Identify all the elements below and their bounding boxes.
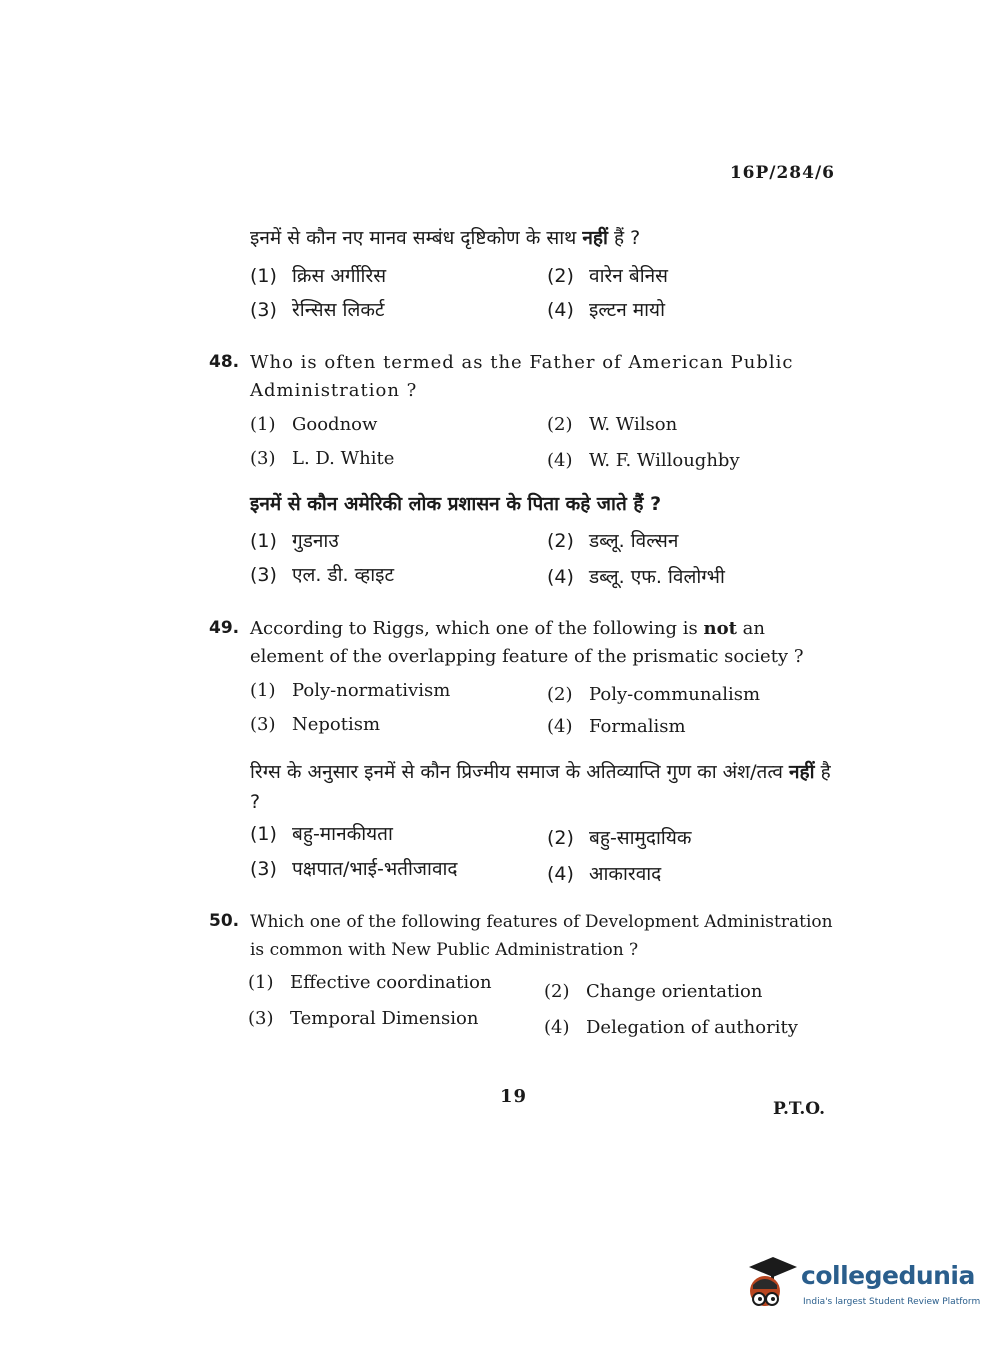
logo-tagline: India's largest Student Review Platform	[803, 1297, 981, 1307]
q48-hindi-question: इनमें से कौन अमेरिकी लोक प्रशासन के पिता कहे जाते हैं ?	[250, 493, 662, 515]
q48-option-3: (3) L. D. White	[250, 448, 395, 469]
paper-code: 16P/284/6	[729, 163, 835, 183]
q49-option-2: (2) Poly-communalism	[547, 684, 761, 705]
q49-question: According to Riggs, which one of the following is not an element of the overlapping feature of the prismatic society ?	[250, 618, 804, 667]
q48-hindi-option-4: (4) डब्लू. एफ. विलोग्भी	[547, 566, 725, 588]
q47-option-4: (4) इल्टन मायो	[547, 299, 665, 321]
q48-question: Who is often termed as the Father of American Public Administration ?	[250, 352, 794, 401]
q47-option-2: (2) वारेन बेनिस	[547, 265, 668, 287]
q48-option-2: (2) W. Wilson	[547, 414, 678, 435]
q50-number: 50.	[209, 911, 240, 931]
q48-number: 48.	[209, 352, 240, 372]
q49-hindi-option-2: (2) बहु-सामुदायिक	[547, 827, 692, 849]
q48-option-4: (4) W. F. Willoughby	[547, 450, 740, 471]
q49-hindi-option-1: (1) बहु-मानकीयता	[250, 823, 393, 845]
q47-option-1: (1) क्रिस अर्गीरिस	[250, 265, 387, 287]
pto-label: P.T.O.	[773, 1099, 825, 1119]
q47-hindi-question: इनमें से कौन नए मानव सम्बंध दृष्टिकोण के साथ नहीं हैं ?	[250, 227, 641, 249]
q47-option-3: (3) रेन्सिस लिकर्ट	[250, 299, 385, 321]
mascot-icon	[745, 1255, 801, 1317]
q49-hindi-question: रिग्स के अनुसार इनमें से कौन प्रिज्मीय समाज के अतिव्याप्ति गुण का अंश/तत्व नहीं है ?	[250, 761, 831, 813]
q48-hindi-option-2: (2) डब्लू. विल्सन	[547, 530, 679, 552]
q50-option-4: (4) Delegation of authority	[544, 1017, 798, 1038]
q50-option-2: (2) Change orientation	[544, 981, 763, 1002]
q50-option-3: (3) Temporal Dimension	[248, 1008, 479, 1029]
q48-hindi-option-3: (3) एल. डी. व्हाइट	[250, 564, 395, 586]
q50-option-1: (1) Effective coordination	[248, 972, 492, 993]
q49-hindi-option-3: (3) पक्षपात/भाई-भतीजावाद	[250, 858, 458, 880]
q50-question: Which one of the following features of Development Administration is common with New Public Administration ?	[250, 912, 833, 960]
q49-option-3: (3) Nepotism	[250, 714, 381, 735]
logo-brand: collegedunia	[801, 1261, 975, 1290]
q49-hindi-option-4: (4) आकारवाद	[547, 863, 662, 885]
q48-hindi-option-1: (1) गुडनाउ	[250, 530, 339, 552]
page-number: 19	[500, 1086, 528, 1107]
q49-number: 49.	[209, 618, 240, 638]
q49-option-4: (4) Formalism	[547, 716, 686, 737]
q48-option-1: (1) Goodnow	[250, 414, 378, 435]
q49-option-1: (1) Poly-normativism	[250, 680, 451, 701]
collegedunia-logo	[745, 1255, 981, 1317]
